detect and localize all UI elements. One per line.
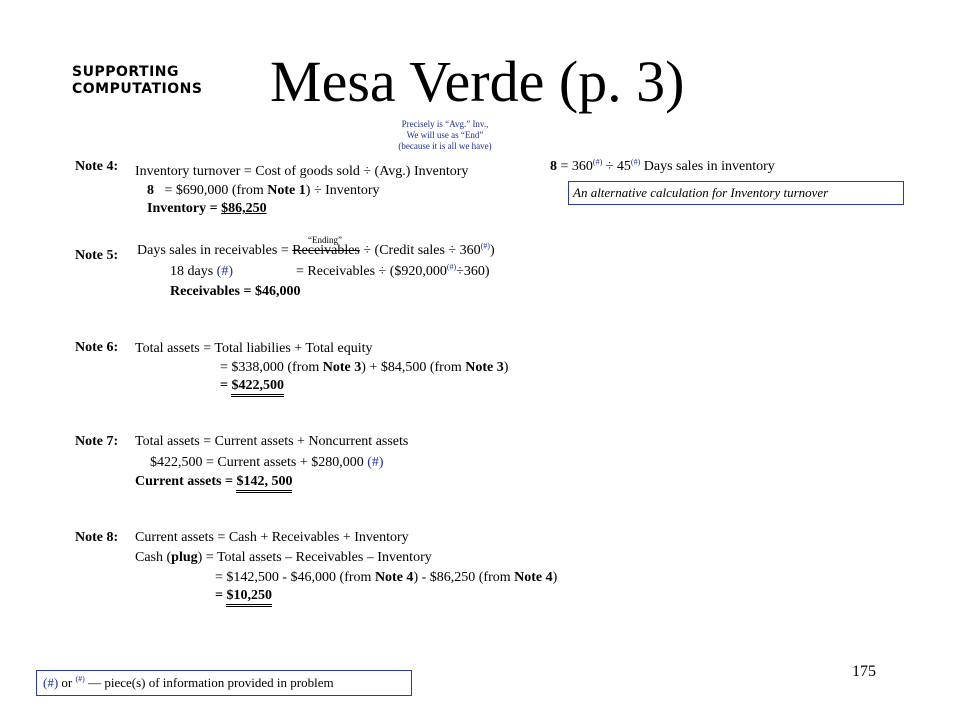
note6-line3 xyxy=(220,378,284,394)
legend-hash: (#) xyxy=(43,675,59,690)
info-marker: (#) xyxy=(480,241,490,251)
note5-line1 xyxy=(137,243,495,259)
note6-line2-mid: ) + $84,500 (from xyxy=(361,360,466,375)
info-marker: (#) xyxy=(367,455,384,470)
note4-alt-45: ÷ 45 xyxy=(602,159,631,174)
note7-line2 xyxy=(150,455,384,471)
note8-line3 xyxy=(215,570,557,586)
note7-label: Note 7: xyxy=(75,434,119,449)
note6-total-assets-value: $422,500 xyxy=(231,378,284,397)
legend-box xyxy=(36,670,412,696)
legend-sup-hash: (#) xyxy=(75,674,85,684)
note6-line2-note2: Note 3 xyxy=(465,360,504,375)
note7-line2-text: $422,500 = Current assets + $280,000 xyxy=(150,455,368,470)
alternative-calculation-box: An alternative calculation for Inventory turnover xyxy=(568,181,904,205)
note8-line3-note2: Note 4 xyxy=(514,570,553,585)
note4-alt-value: 8 xyxy=(550,159,557,174)
note7-line1: Total assets = Current assets + Noncurrent assets xyxy=(135,434,409,449)
note5-line2 xyxy=(170,264,233,280)
note4-line2-value: 8 xyxy=(147,183,154,198)
note4-line1: Inventory turnover = Cost of goods sold ÷ (Avg.) Inventory xyxy=(135,164,469,179)
note4-inventory-value: $86,250 xyxy=(221,201,267,216)
note8-line4 xyxy=(215,588,272,604)
page-number: 175 xyxy=(852,663,876,680)
note4-alt-360: = 360 xyxy=(557,159,593,174)
info-marker: (#) xyxy=(446,262,457,272)
note5-line2-rest: ÷360) xyxy=(456,264,490,279)
annotation-line1: Precisely is “Avg.” Inv., xyxy=(401,119,489,129)
info-marker: (#) xyxy=(216,264,233,279)
note7-current-assets-value: $142, 500 xyxy=(236,474,292,493)
note4-alt-days: Days sales in inventory xyxy=(640,159,775,174)
note8-line1: Current assets = Cash + Receivables + Inventory xyxy=(135,530,409,545)
note4-line2-rest: ) ÷ Inventory xyxy=(305,183,380,198)
note6-line2 xyxy=(220,360,508,376)
note4-line2 xyxy=(147,183,380,199)
note8-line3-note: Note 4 xyxy=(374,570,414,585)
note5-ending-annotation: “Ending” xyxy=(308,235,342,245)
note8-line2-rest: ) = Total assets – Receivables – Inventory xyxy=(197,550,432,565)
annotation-line2: We will use as “End” xyxy=(406,130,484,140)
note4-line3 xyxy=(147,201,267,217)
note5-days: 18 days xyxy=(170,264,217,279)
note6-line1: Total assets = Total liabilies + Total equity xyxy=(135,341,373,356)
legend-or: or xyxy=(58,675,76,690)
supporting-computations-heading xyxy=(72,64,202,98)
note5-line1-text: Days sales in receivables = xyxy=(137,243,293,258)
annotation-precisely xyxy=(380,119,510,152)
legend-text: — piece(s) of information provided in problem xyxy=(84,675,334,690)
note6-line2-text: = $338,000 (from xyxy=(220,360,323,375)
note8-line3-text: = $142,500 - $46,000 (from xyxy=(215,570,375,585)
note8-equals: = xyxy=(215,588,227,603)
note8-label: Note 8: xyxy=(75,530,119,545)
note8-line3-mid: ) - $86,250 (from xyxy=(413,570,515,585)
note5-receivables: Receivables xyxy=(292,243,360,258)
note8-line2 xyxy=(135,550,432,566)
note6-line2-close: ) xyxy=(503,360,509,375)
note8-line3-close: ) xyxy=(552,570,558,585)
supporting-line2: COMPUTATIONS xyxy=(72,81,203,97)
note4-alt-line xyxy=(550,159,775,175)
note8-plug: plug xyxy=(171,550,198,565)
note7-current-assets-label: Current assets = xyxy=(135,474,237,489)
info-marker: (#) xyxy=(630,157,641,167)
note7-line3 xyxy=(135,474,292,490)
note8-cash-value: $10,250 xyxy=(226,588,272,607)
note5-label: Note 5: xyxy=(75,248,119,263)
note6-line2-note: Note 3 xyxy=(322,360,362,375)
note6-equals: = xyxy=(220,378,232,393)
note5-line1-rest: ÷ (Credit sales ÷ 360 xyxy=(359,243,481,258)
page-title: Mesa Verde (p. 3) xyxy=(270,49,685,114)
note8-line2-text: Cash ( xyxy=(135,550,172,565)
note5-line2-right xyxy=(296,264,490,280)
note5-line2-text: = Receivables ÷ ($920,000 xyxy=(296,264,447,279)
note4-line2-text: = $690,000 (from xyxy=(164,183,268,198)
note4-inventory-label: Inventory = xyxy=(147,201,222,216)
note6-label: Note 6: xyxy=(75,340,119,355)
info-marker: (#) xyxy=(592,157,603,167)
note5-receivables-result: Receivables = $46,000 xyxy=(170,284,301,299)
note5-line1-close: ) xyxy=(489,243,495,258)
note4-label: Note 4: xyxy=(75,159,119,174)
supporting-line1: SUPPORTING xyxy=(72,64,179,80)
annotation-line3: (because it is all we have) xyxy=(398,141,492,151)
note4-line2-note: Note 1 xyxy=(267,183,306,198)
